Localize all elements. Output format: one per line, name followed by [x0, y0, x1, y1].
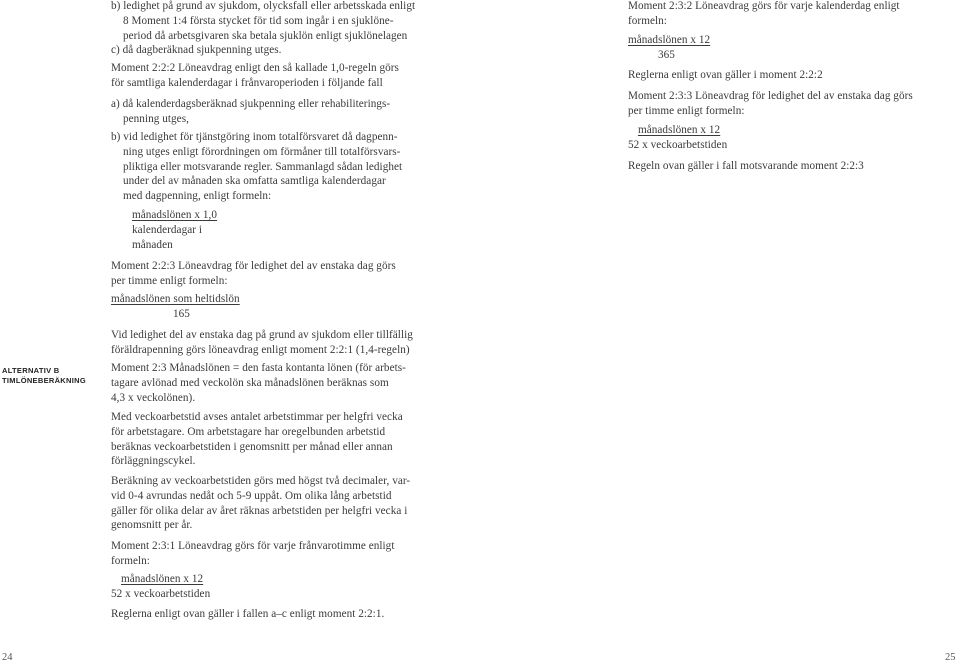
side-label: ALTERNATIV B TIMLÖNEBERÄKNING — [2, 366, 86, 385]
moment-2-3: Moment 2:3 Månadslönen = den fasta kontanta lönen (för arbets- tagare avlönad med veckolön ska månadslönen beräknas som 4,3 x veckolönen). — [111, 362, 406, 404]
formula-4: månadslönen x 12 365 — [628, 34, 711, 61]
moment-2-3-3: Moment 2:3:3 Löneavdrag för ledighet del av enstaka dag görs per timme enligt formeln: — [628, 90, 913, 117]
page-number-right: 25 — [945, 652, 956, 663]
veckoarbetstid-definition: Med veckoarbetstid avses antalet arbetstimmar per helgfri vecka för arbetstagare. Om arbetstagare har oregelbunden arbetstid beräknas veckoarbetstiden i genomsnitt per månad eller annan förläggningscykel. — [111, 411, 403, 468]
moment-2-2-2: Moment 2:2:2 Löneavdrag enligt den så kallade 1,0-regeln görs för samtliga kalenderdagar i frånvaroperioden i följande fall — [111, 62, 399, 89]
moment-2-2-2-b: b) vid ledighet för tjänstgöring inom totalförsvaret då dagpenn- ning utges enligt förordningen om förmåner till totalförsvars- pliktiga eller motsvarande regler. Sammanlagd sådan ledighet under del av månaden ska omfatta samtliga kalenderdagar med dagpenning, enligt formeln: — [111, 131, 403, 203]
page-number-left: 24 — [2, 652, 13, 663]
formula-5: månadslönen x 12 52 x veckoarbetstiden — [628, 124, 728, 151]
regeln-2-2-3: Regeln ovan gäller i fall motsvarande moment 2:2:3 — [628, 160, 864, 172]
vid-ledighet: Vid ledighet del av enstaka dag på grund av sjukdom eller tillfällig föräldrapenning görs löneavdrag enligt moment 2:2:1 (1,4-regeln) — [111, 329, 413, 356]
reglerna-2-2-2: Reglerna enligt ovan gäller i moment 2:2:2 — [628, 69, 823, 81]
formula-3: månadslönen x 12 52 x veckoarbetstiden — [111, 573, 211, 600]
top-list: b) ledighet på grund av sjukdom, olycksfall eller arbetsskada enligt 8 Moment 1:4 första stycket för tid som ingår i en sjuklöne- period då arbetsgivaren ska betala sjuklön enligt sjuklönelagen c) då dagberäknad sjukpenning utges. — [111, 0, 416, 57]
moment-2-2-3: Moment 2:2:3 Löneavdrag för ledighet del av enstaka dag görs per timme enligt formeln: — [111, 260, 396, 287]
moment-2-3-1: Moment 2:3:1 Löneavdrag görs för varje frånvarotimme enligt formeln: — [111, 540, 395, 567]
formula-1: månadslönen x 1,0 kalenderdagar i månaden — [132, 209, 218, 251]
reglerna-a-c: Reglerna enligt ovan gäller i fallen a–c enligt moment 2:2:1. — [111, 608, 385, 620]
berakning-paragraph: Beräkning av veckoarbetstiden görs med högst två decimaler, var- vid 0-4 avrundas nedåt och 5-9 uppåt. Om olika lång arbetstid gäller för olika delar av året räknas arbetstiden per helgfri vecka i genomsnitt per år. — [111, 475, 411, 532]
moment-2-2-2-a: a) då kalenderdagsberäknad sjukpenning eller rehabiliterings- penning utges, — [111, 98, 391, 125]
moment-2-3-2: Moment 2:3:2 Löneavdrag görs för varje kalenderdag enligt formeln: — [628, 0, 900, 27]
formula-2: månadslönen som heltidslön 165 — [111, 293, 240, 320]
